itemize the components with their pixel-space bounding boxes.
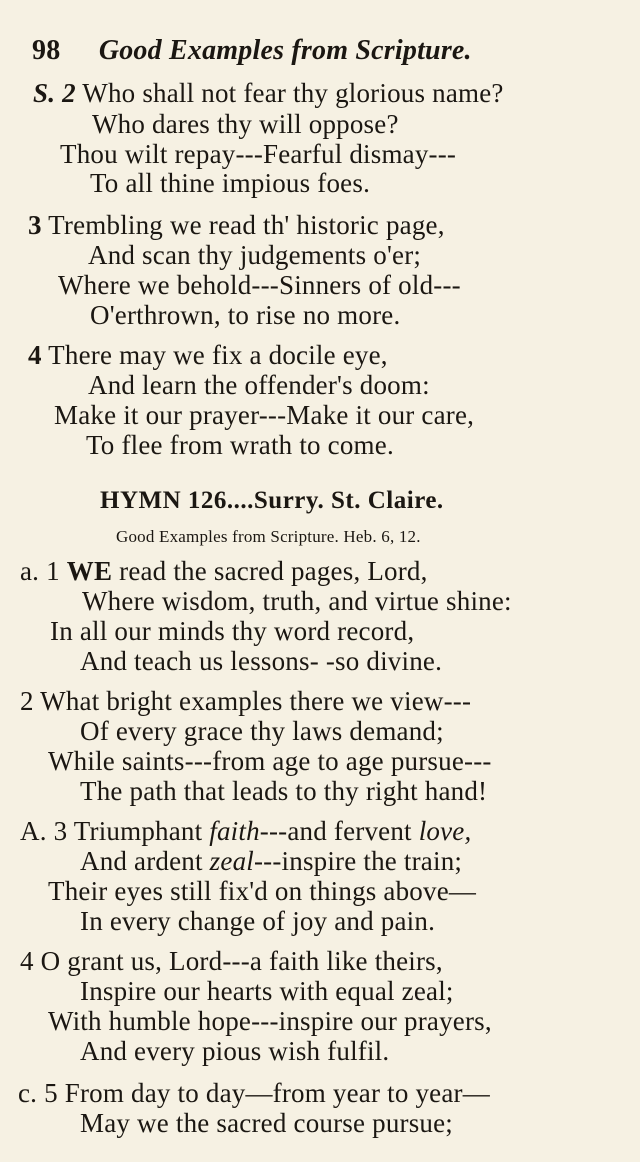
verse-line: May we the sacred course pursue; [80,1108,454,1138]
verse-line: With humble hope---inspire our prayers, [48,1006,492,1036]
hymn-subtitle: Good Examples from Scripture. Heb. 6, 12. [116,527,421,546]
verse-line [20,816,471,846]
verse-text: Who shall not fear thy glorious name? [82,78,504,108]
verse-emphasis: faith [209,816,260,846]
verse-line: Inspire our hearts with equal zeal; [80,976,454,1006]
verse-line: Thou wilt repay---Fearful dismay--- [60,139,457,169]
verse-emphasis: love, [418,816,472,846]
verse-line: The path that leads to thy right hand! [80,776,488,806]
verse-text: What bright examples there we view--- [40,686,472,716]
verse-line: And every pious wish fulfil. [80,1036,390,1066]
verse-line: In all our minds thy word record, [50,616,415,646]
verse-text: Trembling we read th' historic page, [48,210,445,240]
verse-marker: c. 5 [18,1078,58,1108]
verse-line: To all thine impious foes. [90,168,371,198]
verse-line: And scan thy judgements o'er; [88,240,422,270]
verse-line: Where wisdom, truth, and virtue shine: [82,586,512,616]
verse-marker: a. 1 [20,556,60,586]
verse-marker: 3 [28,210,42,240]
verse-line [20,686,471,716]
verse-line: To flee from wrath to come. [86,430,394,460]
verse-line [28,210,445,240]
verse-marker: 4 [20,946,34,976]
verse-line [18,1078,490,1108]
verse-line: Who dares thy will oppose? [92,109,399,139]
verse-text-part: Triumphant [73,816,210,846]
verse-text-part: And ardent [80,846,210,876]
verse-text: O grant us, Lord---a faith like theirs, [40,946,443,976]
verse-line: And learn the offender's doom: [88,370,430,400]
verse-line [80,846,462,876]
running-header [32,36,472,66]
verse-line: And teach us lessons- -so divine. [80,646,443,676]
verse-line: Make it our prayer---Make it our care, [54,400,475,430]
verse-text: From day to day—from year to year— [64,1078,490,1108]
verse-line: Their eyes still fix'd on things above— [48,876,477,906]
hymn-title: HYMN 126....Surry. St. Claire. [100,487,444,514]
verse-line [33,78,504,108]
verse-line: Where we behold---Sinners of old--- [58,270,461,300]
page-number: 98 [32,35,61,66]
verse-text-part: ---and fervent [259,816,419,846]
running-title: Good Examples from Scripture. [98,35,472,66]
verse-marker: 4 [28,340,42,370]
verse-text: There may we fix a docile eye, [48,340,388,370]
verse-line [20,946,443,976]
verse-line [20,556,428,586]
verse-line: While saints---from age to age pursue--- [48,746,492,776]
verse-first-word: WE [66,556,113,586]
verse-text-part: ---inspire the train; [253,846,463,876]
verse-line: O'erthrown, to rise no more. [90,300,401,330]
verse-emphasis: zeal [209,846,254,876]
verse-text: read the sacred pages, Lord, [112,556,428,586]
verse-line [28,340,388,370]
verse-line: In every change of joy and pain. [80,906,436,936]
verse-marker: A. 3 [20,816,68,846]
verse-marker: S. 2 [33,78,76,108]
verse-marker: 2 [20,686,34,716]
verse-line: Of every grace thy laws demand; [80,716,444,746]
